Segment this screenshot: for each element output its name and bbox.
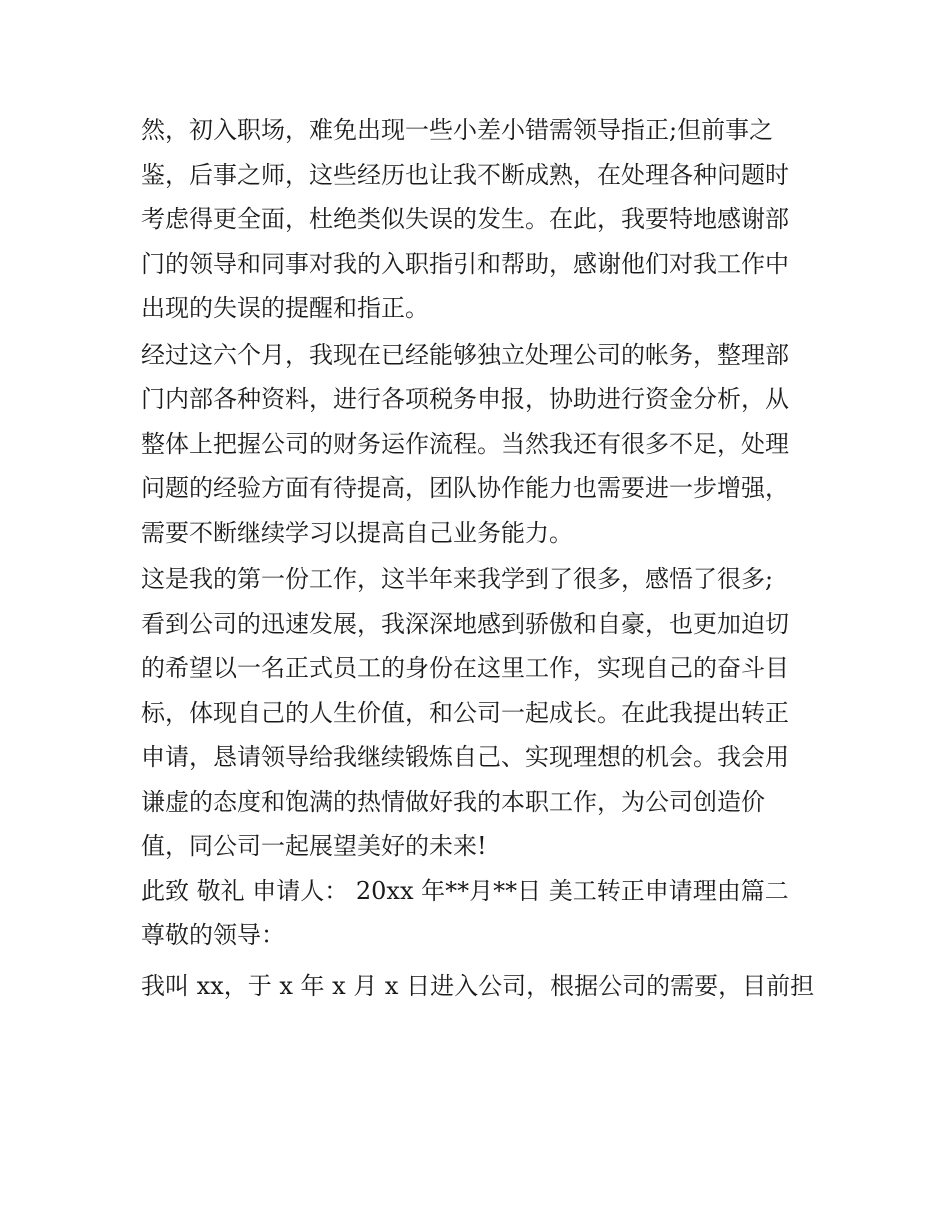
text-line: 谦虚的态度和饱满的热情做好我的本职工作，为公司创造价 [141, 787, 765, 816]
paragraph-1 [141, 108, 821, 331]
text-line: 门的领导和同事对我的入职指引和帮助，感谢他们对我工作中 [141, 249, 789, 278]
paragraph-3 [141, 557, 821, 869]
text-line: 需要不断继续学习以提高自己业务能力。 [141, 518, 573, 547]
document-body [141, 108, 821, 1008]
text-line: 看到公司的迅速发展，我深深地感到骄傲和自豪，也更加迫切 [141, 609, 789, 638]
paragraph-2 [141, 333, 821, 556]
text-line: 这是我的第一份工作，这半年来我学到了很多，感悟了很多; [141, 565, 774, 593]
text-line: 的希望以一名正式员工的身份在这里工作，实现自己的奋斗目 [141, 654, 789, 682]
text-line: 问题的经验方面有待提高，团队协作能力也需要进一步增强， [141, 474, 789, 502]
text-line: 然，初入职场，难免出现一些小差小错需领导指正;但前事之 [141, 116, 774, 144]
text-line: 标，体现自己的人生价值，和公司一起成长。在此我提出转正 [141, 698, 789, 727]
text-line: 整体上把握公司的财务运作流程。当然我还有很多不足，处理 [141, 429, 789, 458]
paragraph-4 [141, 964, 821, 1009]
text-line: 申请，恳请领导给我继续锻炼自己、实现理想的机会。我会用 [141, 743, 789, 771]
salutation: 尊敬的领导： [141, 921, 285, 949]
text-line: 出现的失误的提醒和指正。 [141, 294, 429, 322]
text-line: 我叫 xx，于 x 年 x 月 x 日进入公司，根据公司的需要，目前担 [141, 971, 815, 1000]
text-line: 值，同公司一起展望美好的未来! [141, 832, 487, 860]
closing-line: 此致 敬礼 申请人： 20xx 年**月**日 美工转正申请理由篇二 [141, 876, 789, 905]
text-line: 考虑得更全面，杜绝类似失误的发生。在此，我要特地感谢部 [141, 205, 789, 233]
text-line: 经过这六个月，我现在已经能够独立处理公司的帐务，整理部 [141, 340, 789, 369]
text-line: 鉴，后事之师，这些经历也让我不断成熟，在处理各种问题时 [141, 160, 789, 189]
text-line: 门内部各种资料，进行各项税务申报，协助进行资金分析，从 [141, 385, 789, 413]
